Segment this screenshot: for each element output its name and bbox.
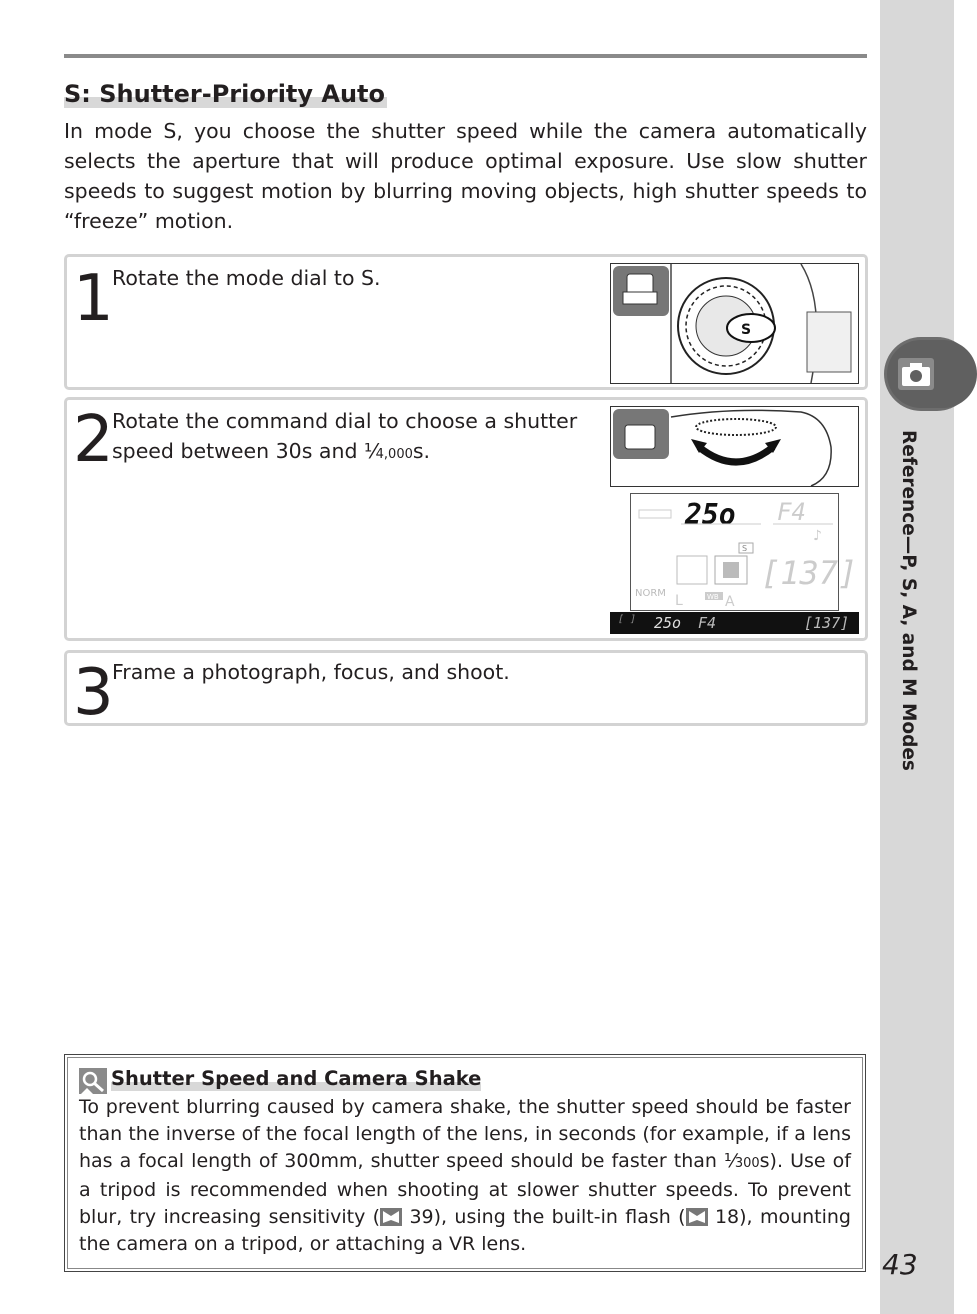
note-body: To prevent blurring caused by camera shake, the shutter speed should be faster than the inverse of the focal length of the lens, in seconds (for example, if a lens has a focal length of 300mm, shutter speed should be faster than ¹⁄300s). Use of a tripod is recommended when shooting at slower shutter speeds. To prevent blur, try increasing sensitivity ( 39), using the built-in flash ( 18), mounting the camera on a tripod, or attaching a VR lens. [79,1096,851,1255]
page-number: 43 [882,1248,918,1281]
lcd-wb: WB [707,593,719,601]
step-3-box [64,650,868,730]
control-panel-lcd [630,493,858,611]
step-1-number: 1 [73,262,112,336]
magnifier-note-icon [79,1068,107,1094]
strip-shutter: 25o [654,614,682,632]
command-dial-illustration [610,406,859,487]
lcd-size: L [675,593,683,609]
mode-s-label: S [163,119,177,143]
section-title: S: Shutter-Priority Auto [64,80,386,108]
lcd-wb-value: A [725,594,735,610]
step-3-number: 3 [73,656,112,730]
note-title: Shutter Speed and Camera Shake [111,1067,482,1090]
step-2-text: Rotate the command dial to choose a shutter speed between 30s and ¹⁄4,000s. [112,409,578,463]
step-1-text: Rotate the mode dial to S. [112,266,381,290]
intro-paragraph: In mode S, you choose the shutter speed while the camera automatically selects the aperture that will produce optimal exposure. Use slow shutter speeds to suggest motion by blurring moving objects, high shutter speeds to “freeze” motion. [64,119,867,233]
svg-text:♪: ♪ [813,528,822,544]
lcd-aperture: F4 [777,498,806,526]
lcd-quality: NORM [635,588,666,599]
strip-frames: [137] [804,614,850,632]
svg-text:S: S [741,322,752,338]
lcd-shutter: 25o [685,498,736,531]
mode-dial-illustration [610,263,859,384]
lcd-frames: [137] [761,554,858,592]
camera-icon [898,358,934,390]
strip-aperture: F4 [698,614,717,632]
chapter-side-label: Reference—P, S, A, and M Modes [898,430,919,771]
page-reference-icon [686,1208,708,1226]
top-rule [64,54,867,58]
viewfinder-strip: [ ] 25o F4 [137] [610,612,859,634]
page-reference-icon [380,1208,402,1226]
step-2-number: 2 [73,403,112,477]
step-3-text: Frame a photograph, focus, and shoot. [112,660,510,684]
lcd-mode-badge: S [742,544,748,553]
